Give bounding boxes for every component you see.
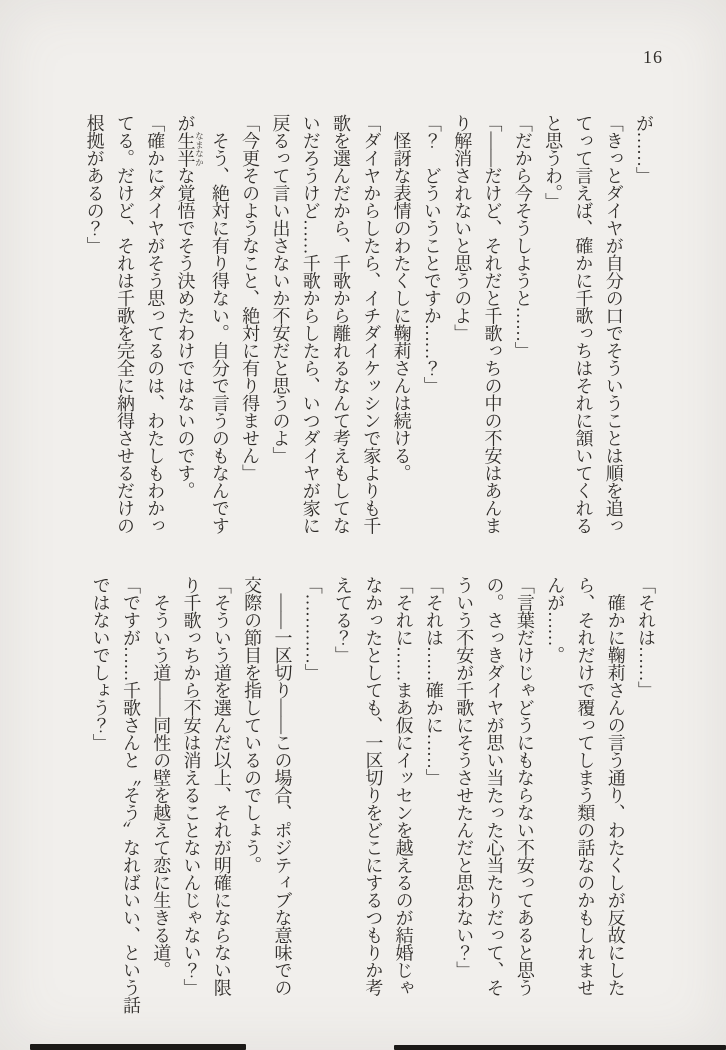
ruby-annotation: なまなか (194, 131, 205, 167)
scan-artifact-bottom-right (394, 1045, 726, 1050)
text-line: てって言えば、確かに千歌っちはそれに頷いてくれる (573, 114, 594, 534)
text-segment: が (175, 114, 196, 132)
text-line: 「そういう道を選んだ以上、それが明確にならない限 (211, 576, 232, 996)
text-line: そういう道――同性の壁を越えて恋に生きる道。 (151, 576, 172, 979)
text-line: 「だから今そうしようと……」 (512, 114, 533, 359)
text-line: 「確かにダイヤがそう思ってるのは、わたしもわかっ (145, 114, 166, 534)
text-block-bottom (85, 576, 661, 1034)
text-line: 「…………」 (302, 576, 323, 681)
text-line: 交際の節目を指しているのでしょう。 (242, 576, 263, 874)
text-line: 確かに鞠莉さんの言う通り、わたくしが反故にした (605, 576, 626, 996)
text-line: 「ですが……千歌さんと〝そう〟なればいい、という話 (120, 576, 141, 1014)
text-line: 「それに……まあ仮にイッセンを越えるのが結婚じゃ (393, 576, 414, 996)
text-line: 戻るって言い出さないか不安だと思うのよ」 (270, 114, 291, 464)
text-line: と思うわ。」 (543, 114, 564, 210)
text-line: り千歌っちから不安は消えることないんじゃない？」 (181, 576, 202, 996)
text-line: 「それは……」 (636, 576, 656, 699)
text-line: ではないでしょう？」 (90, 576, 111, 751)
text-line-with-ruby (170, 114, 204, 566)
text-line: 「今更そのようなこと、絶対に有り得ません」 (240, 114, 261, 482)
text-line: てる。だけど、それは千歌を完全に納得させるだけの (114, 114, 135, 534)
text-line: ――一区切り――この場合、ポジティブな意味での (272, 576, 293, 996)
text-line: 「ダイヤからしたら、イチダイケッシンで家よりも千 (361, 114, 382, 534)
text-line: 「？ どういうことですか……？」 (421, 114, 442, 394)
text-line: 歌を選んだから、千歌から離れるなんて考えもしてな (331, 114, 352, 534)
text-line: 怪訝な表情のわたくしに鞠莉さんは続ける。 (391, 114, 412, 482)
text-line: えてる？」 (333, 576, 354, 664)
text-line: ら、それだけで覆ってしまう類の話なのかもしれませ (575, 576, 596, 996)
text-line: 「――だけど、それだと千歌っちの中の不安はあんま (482, 114, 503, 534)
text-line: 「それは……確かに……」 (423, 576, 444, 786)
ruby-base (175, 131, 205, 167)
text-line: 根拠があるの？」 (84, 114, 105, 254)
ruby-base-text: 生半 (175, 131, 196, 167)
text-block-top (79, 114, 659, 566)
text-line: 「言葉だけじゃどうにもならない不安ってあると思う (514, 576, 535, 996)
scan-artifact-bottom-left (30, 1044, 246, 1050)
text-line: んが……。 (545, 576, 566, 664)
text-segment: な覚悟でそう決めたわけではないのです。 (175, 166, 196, 499)
text-line: ういう不安が千歌にそうさせたんだと思わない？」 (454, 576, 475, 979)
text-line: 「きっとダイヤが自分の口でそういうことは順を追っ (603, 114, 624, 534)
text-line: なかったとしても、一区切りをどこにするつもりか考 (363, 576, 384, 996)
text-line: の。さっきダイヤが思い当たった心当たりだって、そ (484, 576, 505, 996)
page-number: 16 (643, 47, 663, 67)
text-line: そう、絶対に有り得ない。自分で言うのもなんです (209, 114, 230, 534)
text-line: いだろうけど……千歌からしたら、いつダイヤが家に (300, 114, 321, 534)
text-line: が……」 (634, 114, 654, 184)
text-line: り解消されないと思うのよ」 (452, 114, 473, 342)
